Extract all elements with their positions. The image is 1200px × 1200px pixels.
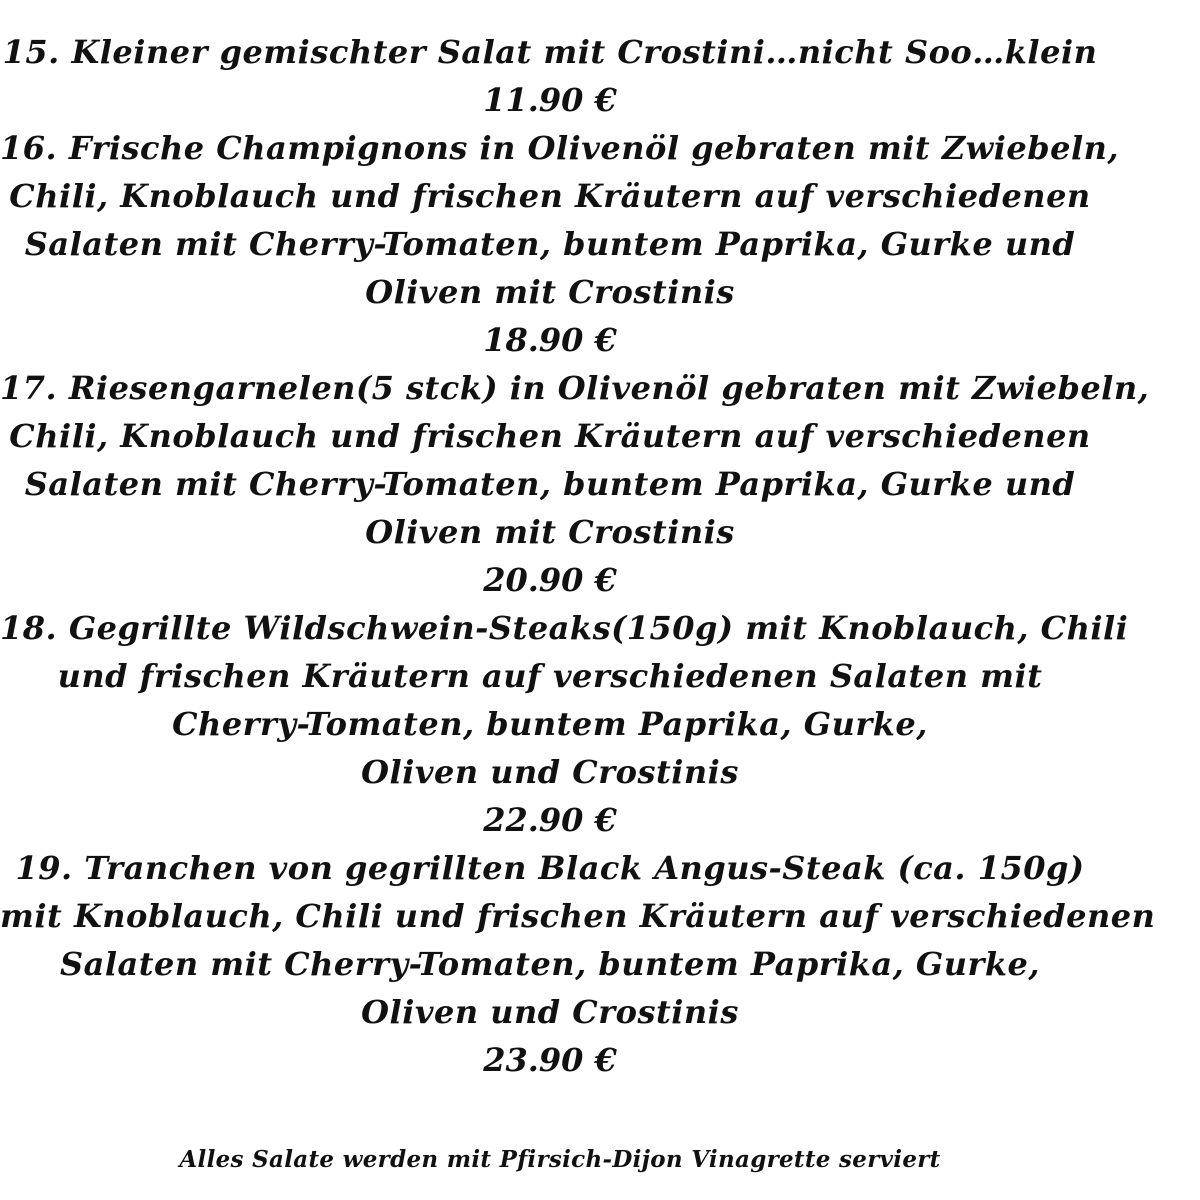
menu-item-17: [0, 364, 1150, 604]
menu-item-line: 18. Gegrillte Wildschwein-Steaks(150g) mit Knoblauch, Chili: [0, 609, 1129, 647]
menu-item-line: Chili, Knoblauch und frischen Kräutern auf verschiedenen: [9, 417, 1091, 455]
menu-item-price: 11.90 €: [483, 81, 617, 119]
menu-item-line: Cherry-Tomaten, buntem Paprika, Gurke,: [172, 705, 928, 743]
menu-item-line: Salaten mit Cherry-Tomaten, buntem Paprika, Gurke und: [24, 465, 1076, 503]
menu-item-line: Oliven und Crostinis: [361, 753, 739, 791]
menu-item-line: Salaten mit Cherry-Tomaten, buntem Paprika, Gurke und: [24, 225, 1076, 263]
footer-note: Alles Salate werden mit Pfirsich-Dijon Vinagrette serviert: [179, 1146, 941, 1173]
menu-item-price: 18.90 €: [483, 321, 617, 359]
menu-item-line: und frischen Kräutern auf verschiedenen Salaten mit: [57, 657, 1043, 695]
menu-item-line: 17. Riesengarnelen(5 stck) in Olivenöl gebraten mit Zwiebeln,: [0, 369, 1150, 407]
menu-item-line: Chili, Knoblauch und frischen Kräutern auf verschiedenen: [9, 177, 1091, 215]
menu-item-line: 15. Kleiner gemischter Salat mit Crostini…nicht Soo…klein: [2, 33, 1098, 71]
menu-item-line: Salaten mit Cherry-Tomaten, buntem Paprika, Gurke,: [59, 945, 1041, 983]
menu-item-line: 16. Frische Champignons in Olivenöl gebraten mit Zwiebeln,: [0, 129, 1120, 167]
menu-item-price: 20.90 €: [483, 561, 617, 599]
menu-item-price: 22.90 €: [483, 801, 617, 839]
menu-item-18: [0, 604, 1129, 844]
menu-item-19: [0, 844, 1156, 1084]
menu-item-16: [0, 124, 1120, 364]
menu-list: [0, 28, 1156, 1084]
menu-item-line: 19. Tranchen von gegrillten Black Angus-Steak (ca. 150g): [15, 849, 1085, 887]
menu-item-15: [0, 28, 1100, 124]
menu-item-line: mit Knoblauch, Chili und frischen Kräutern auf verschiedenen: [0, 897, 1156, 935]
menu-item-line: Oliven und Crostinis: [361, 993, 739, 1031]
menu-item-line: Oliven mit Crostinis: [365, 513, 735, 551]
menu-item-price: 23.90 €: [483, 1041, 617, 1079]
menu-item-line: Oliven mit Crostinis: [365, 273, 735, 311]
